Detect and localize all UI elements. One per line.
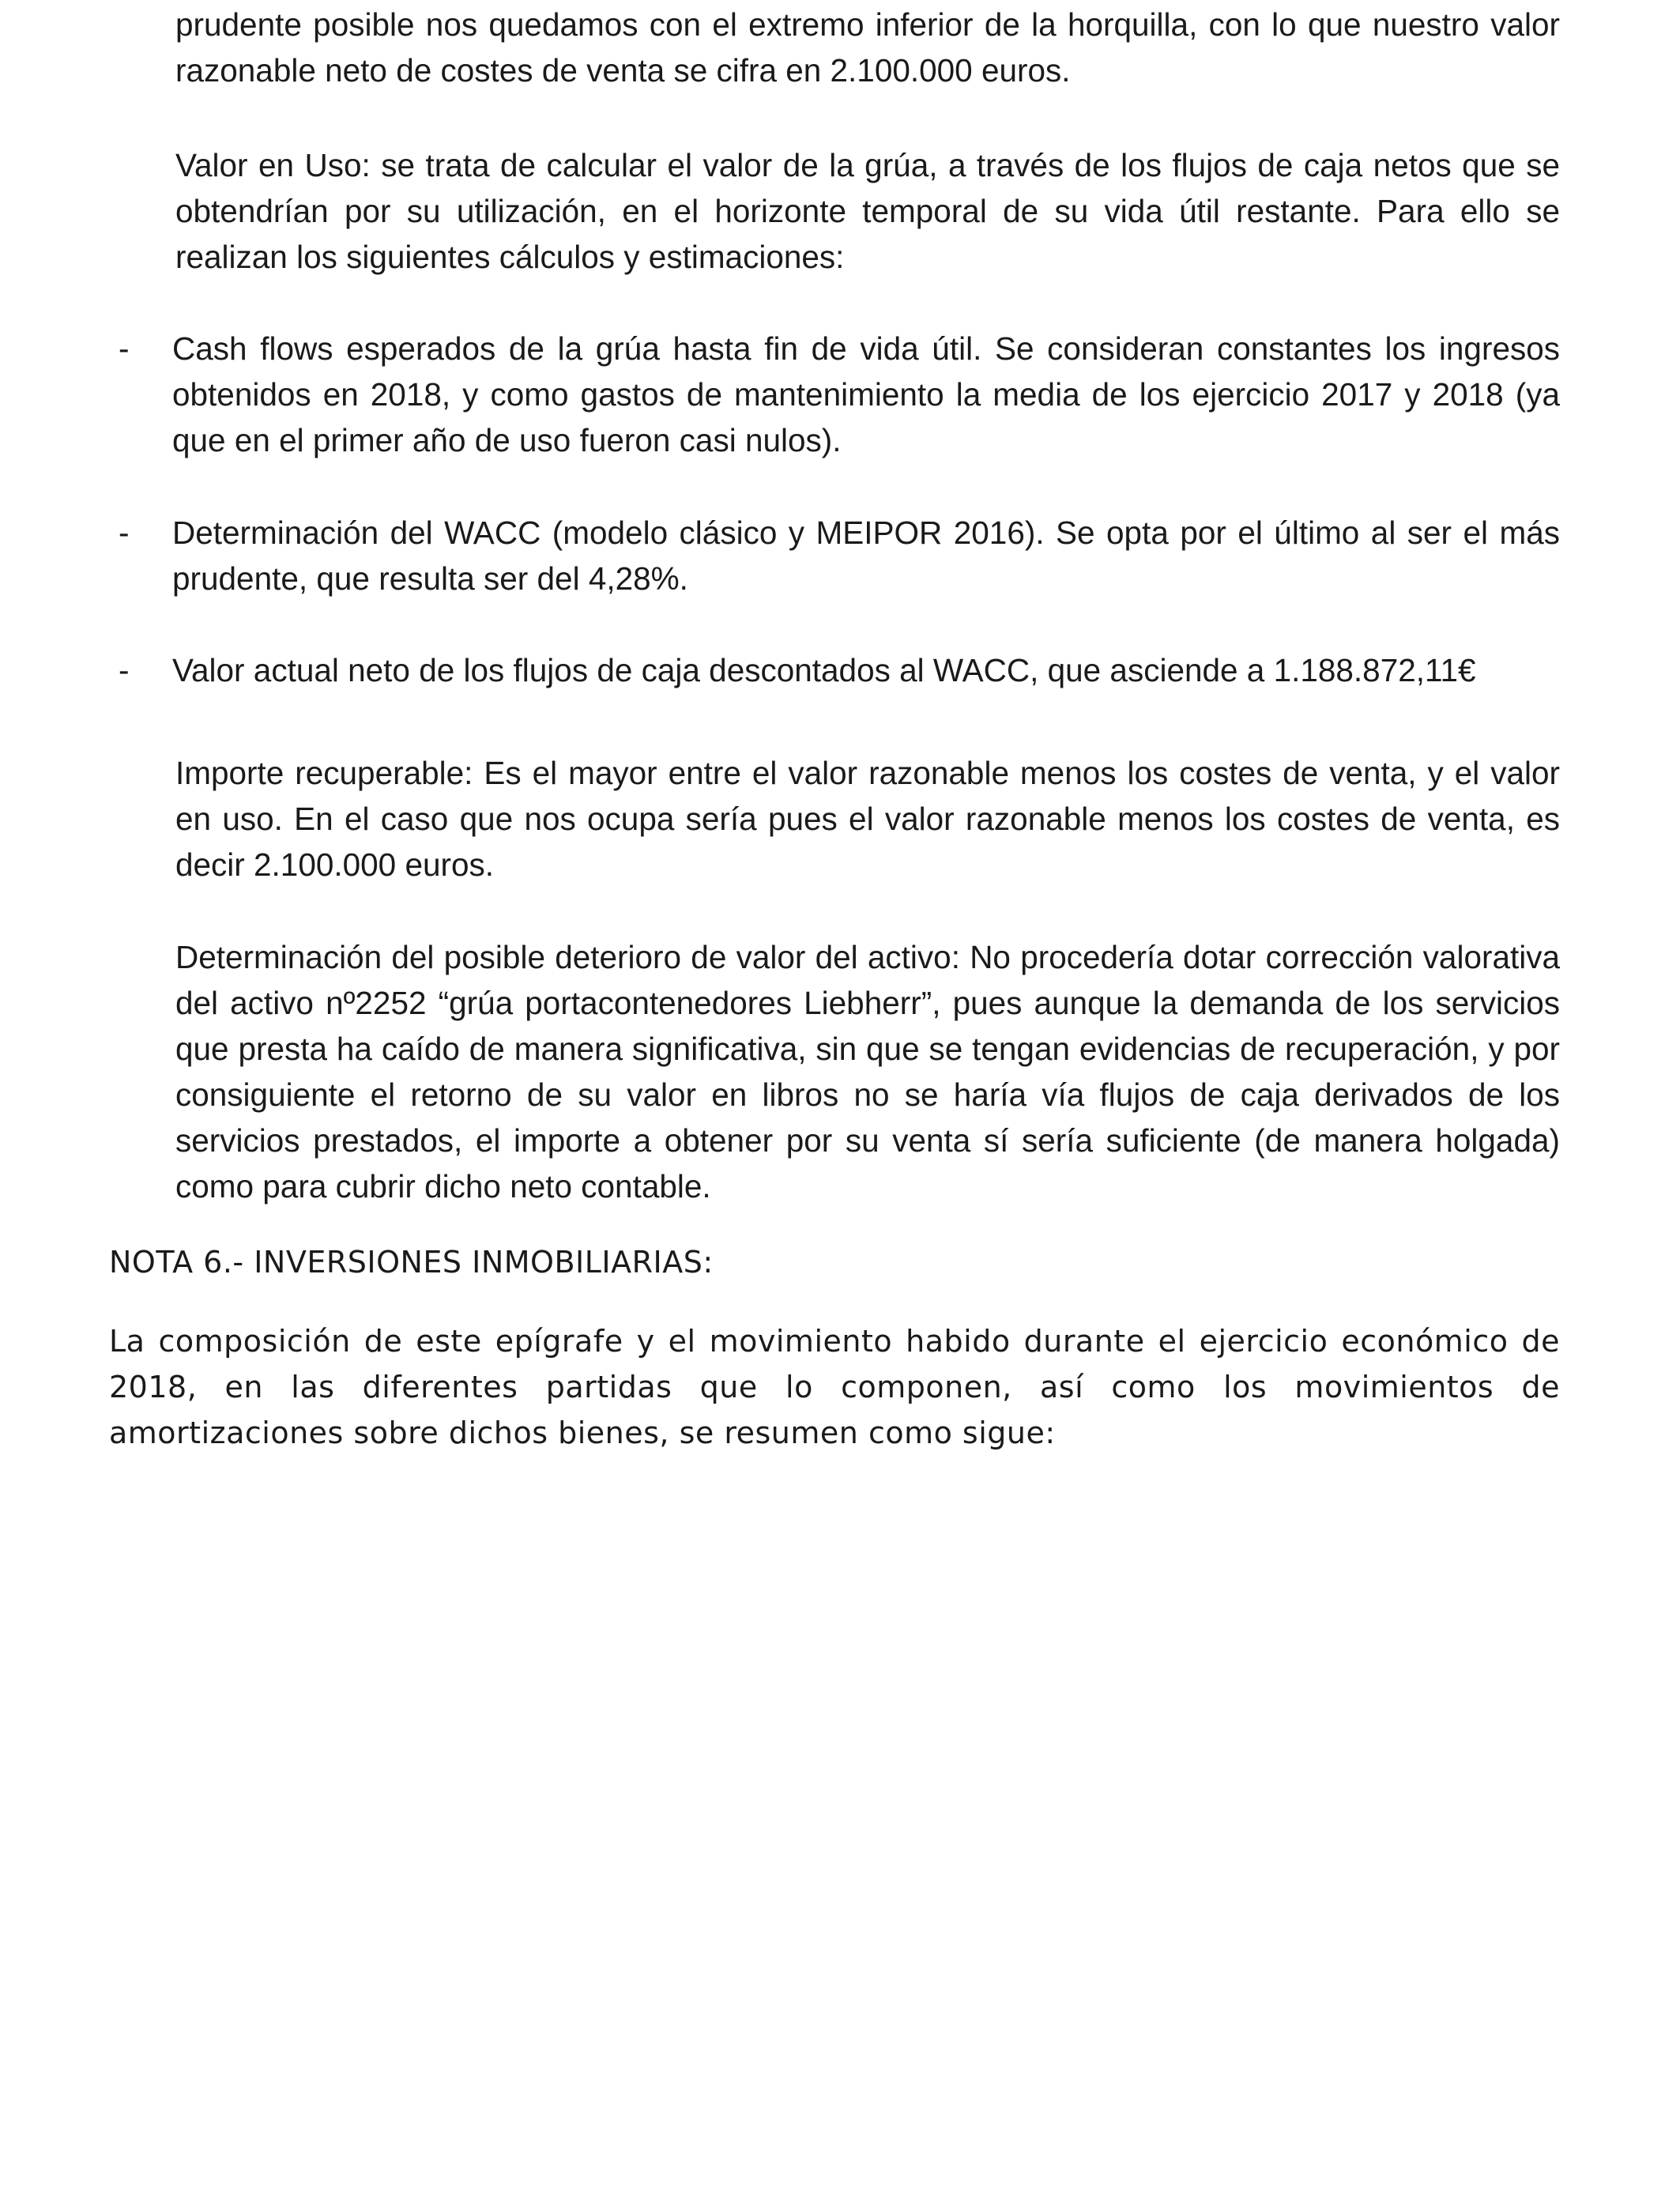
paragraph-importe-recuperable: Importe recuperable: Es el mayor entre el valor razonable menos los costes de venta, y el valor en uso. En el caso que nos ocupa sería pues el valor razonable menos los costes de venta, es decir 2.100.000 euros. [175, 755, 1560, 883]
bullet-marker: - [119, 330, 130, 367]
bullet-marker: - [119, 652, 130, 688]
paragraph-intro: prudente posible nos quedamos con el extremo inferior de la horquilla, con lo que nuestro valor razonable neto de costes de venta se cifra en 2.100.000 euros. [175, 6, 1560, 89]
bullet-valor-actual-neto: Valor actual neto de los flujos de caja descontados al WACC, que asciende a 1.188.872,11€ [172, 652, 1476, 688]
paragraph-deterioro: Determinación del posible deterioro de valor del activo: No procedería dotar corrección valorativa del activo nº2252 “grúa portacontenedores Liebherr”, pues aunque la demanda de los servicios que presta ha caído de manera significativa, sin que se tengan evidencias de recuperación, y por consiguiente el retorno de su valor en libros no se haría vía flujos de caja derivados de los servicios prestados, el importe a obtener por su venta sí sería suficiente (de manera holgada) como para cubrir dicho neto contable. [175, 939, 1560, 1204]
bullet-cash-flows: Cash flows esperados de la grúa hasta fin de vida útil. Se consideran constantes los ingresos obtenidos en 2018, y como gastos de mantenimiento la media de los ejercicio 2017 y 2018 (ya que en el primer año de uso fueron casi nulos). [172, 330, 1560, 458]
paragraph-valor-en-uso: Valor en Uso: se trata de calcular el valor de la grúa, a través de los flujos de caja netos que se obtendrían por su utilización, en el horizonte temporal de su vida útil restante. Para ello se realizan los siguientes cálculos y estimaciones: [175, 147, 1560, 275]
section-heading-nota-6: NOTA 6.- INVERSIONES INMOBILIARIAS: [109, 1245, 714, 1280]
paragraph-nota-6-body: La composición de este epígrafe y el movimiento habido durante el ejercicio económico de 2018, en las diferentes partidas que lo componen, así como los movimientos de amortizaciones sobre dichos bienes, se resumen como sigue: [109, 1324, 1560, 1450]
bullet-wacc: Determinación del WACC (modelo clásico y MEIPOR 2016). Se opta por el último al ser el más prudente, que resulta ser del 4,28%. [172, 515, 1560, 597]
bullet-marker: - [119, 515, 130, 551]
